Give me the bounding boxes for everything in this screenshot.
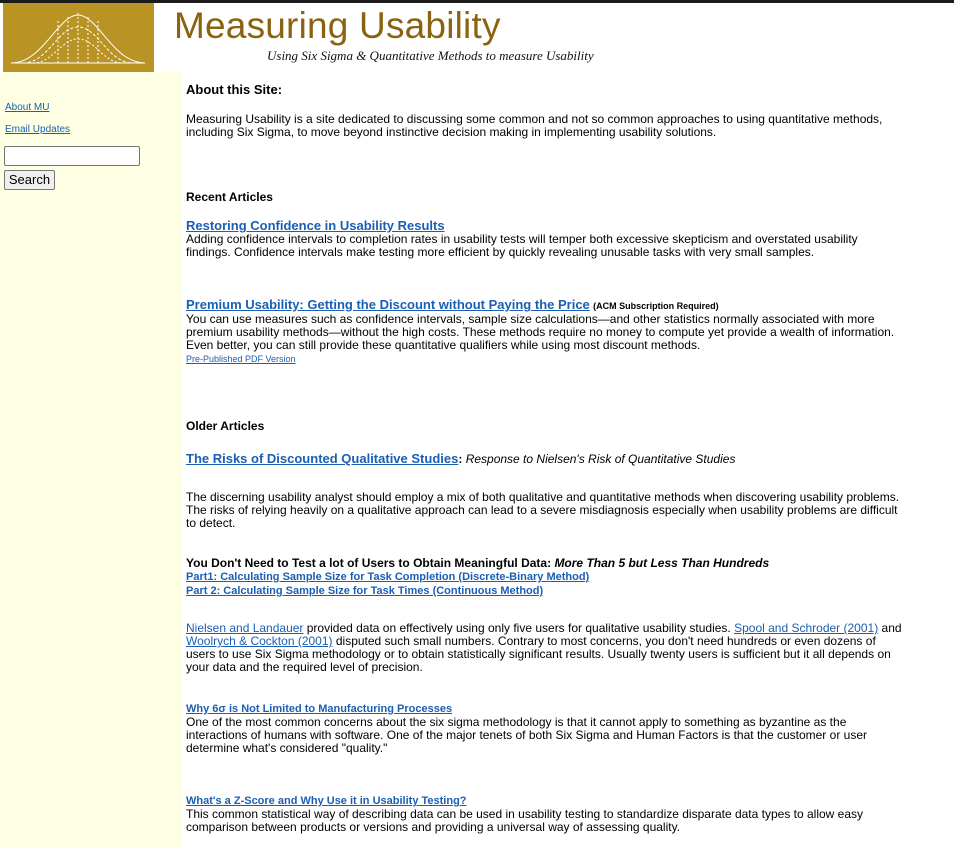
spool-schroder-link[interactable]: Spool and Schroder (2001) [734,621,879,635]
logo-bell-curve [3,3,154,72]
site-tagline: Using Six Sigma & Quantitative Methods to measure Usability [267,48,594,63]
site-title: Measuring Usability [174,5,501,46]
bell-curve-icon [3,3,154,72]
article-z-score [186,794,904,834]
article-restoring-confidence [186,219,904,259]
risks-text: The discerning usability analyst should employ a mix of both qualitative and quantitative methods when discovering usability problems. The risks of relying heavily on a qualitative approach can lead to a severe misdiagnosis especially when usability problems are difficult to detect. [186,490,900,530]
part1-sample-size-link[interactable]: Part1: Calculating Sample Size for Task Completion (Discrete-Binary Method) [186,571,590,583]
premium-usability-text: You can use measures such as confidence intervals, sample size calculations—and other statistics normally associated with more premium usability methods—without the high costs. These methods require no money to compute yet provide a wealth of information. Even better, you can still provide these quantitative qualifiers while using most discount methods. [186,312,895,352]
article-risks-heading [186,452,904,466]
article-six-sigma [186,702,904,755]
six-sigma-link[interactable]: Why 6σ is Not Limited to Manufacturing Processes [186,703,453,715]
nielsen-landauer-link[interactable]: Nielsen and Landauer [186,621,304,635]
risks-discounted-studies-link[interactable]: The Risks of Discounted Qualitative Studies [186,451,459,466]
sample-size-text-part3: disputed such small numbers. Contrary to most concerns, you don't need hundreds or even dozens of users to use Six Sigma methodology or to obtain statistically significant results. Usually twenty users is sufficient but it all depends on your data and the required level of precision. [186,634,891,674]
pdf-version-link[interactable]: Pre-Published PDF Version [186,354,296,364]
premium-usability-link[interactable]: Premium Usability: Getting the Discount without Paying the Price [186,297,590,312]
about-mu-link[interactable]: About MU [5,102,50,113]
sample-size-subheading: More Than 5 but Less Than Hundreds [554,556,770,570]
part2-sample-size-link[interactable]: Part 2: Calculating Sample Size for Task Times (Continuous Method) [186,585,544,597]
risks-colon: : [458,452,463,466]
email-updates-link[interactable]: Email Updates [5,124,71,135]
z-score-text: This common statistical way of describing data can be used in usability testing to standardize disparate data types to allow easy comparison between products or versions and providing a universal way of assessing quality. [186,807,864,834]
article-sample-size [186,557,904,598]
six-sigma-text: One of the most common concerns about the six sigma methodology is that it cannot apply to something as byzantine as the interactions of humans with software. One of the major tenets of both Six Sigma and Human Factors is that the customer or user determine what's considered "quality." [186,715,867,755]
restoring-confidence-text: Adding confidence intervals to completion rates in usability tests will temper both excessive skepticism and overstated usability findings. Confidence intervals make testing more efficient by quickly revealing unusable tasks with very small samples. [186,232,858,259]
about-text: Measuring Usability is a site dedicated to discussing some common and not so common approaches to using quantitative methods, including Six Sigma, to move beyond instinctive decision making in implementing usability solutions. [186,112,883,139]
about-heading: About this Site: [186,82,283,97]
risks-subtitle: Response to Nielsen's Risk of Quantitative Studies [465,452,736,466]
sample-size-text-part1: provided data on effectively using only five users for qualitative usability studies. [303,621,735,635]
search-button[interactable]: Search [4,170,55,190]
older-articles-heading: Older Articles [186,419,265,433]
search-input[interactable] [4,146,140,166]
sample-size-text-part2: and [878,621,902,635]
woolrych-cockton-link[interactable]: Woolrych & Cockton (2001) [186,634,333,648]
recent-articles-heading: Recent Articles [186,190,273,204]
restoring-confidence-link[interactable]: Restoring Confidence in Usability Results [186,218,445,233]
z-score-link[interactable]: What's a Z-Score and Why Use it in Usability Testing? [186,795,467,807]
sample-size-text [186,622,904,674]
acm-subscription-note: (ACM Subscription Required) [593,301,719,311]
article-premium-usability [186,298,904,366]
sample-size-heading: You Don't Need to Test a lot of Users to Obtain Meaningful Data: [186,556,552,570]
